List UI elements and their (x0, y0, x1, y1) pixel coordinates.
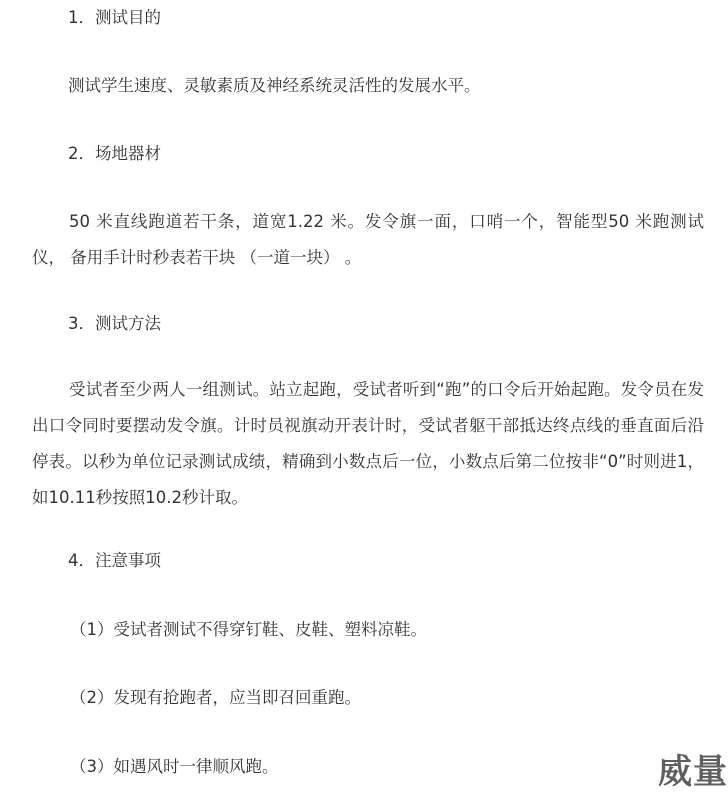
section-4-item-1: （1）受试者测试不得穿钉鞋、皮鞋、塑料凉鞋。 (70, 620, 427, 639)
section-4-item-2: （2）发现有抢跑者，应当即召回重跑。 (70, 688, 361, 707)
section-3-heading: 3．测试方法 (68, 314, 161, 333)
section-2-heading: 2．场地器材 (68, 144, 161, 163)
watermark-logo: 威量 (658, 752, 728, 792)
section-1-text: 测试学生速度、灵敏素质及神经系统灵活性的发展水平。 (68, 76, 481, 95)
section-1-heading: 1．测试目的 (68, 8, 161, 27)
section-3-text: 受试者至少两人一组测试。站立起跑，受试者听到“跑”的口令后开始起跑。发令员在发出口令同时要摆动发令旗。计时员视旗动开表计时，受试者躯干部抵达终点线的垂直面后沿停表。以秒为单位记录测试成绩，精确到小数点后一位，小数点后第二位按非“0”时则进1，如10.11秒按照10.2秒计取。 (32, 380, 704, 507)
section-4-item-3: （3）如遇风时一律顺风跑。 (70, 757, 279, 776)
section-4-heading: 4．注意事项 (68, 551, 161, 570)
section-2-text: 50 米直线跑道若干条，道宽1.22 米。发令旗一面，口哨一个，智能型50 米跑测试仪， 备用手计时秒表若干块 （一道一块） 。 (32, 212, 704, 267)
